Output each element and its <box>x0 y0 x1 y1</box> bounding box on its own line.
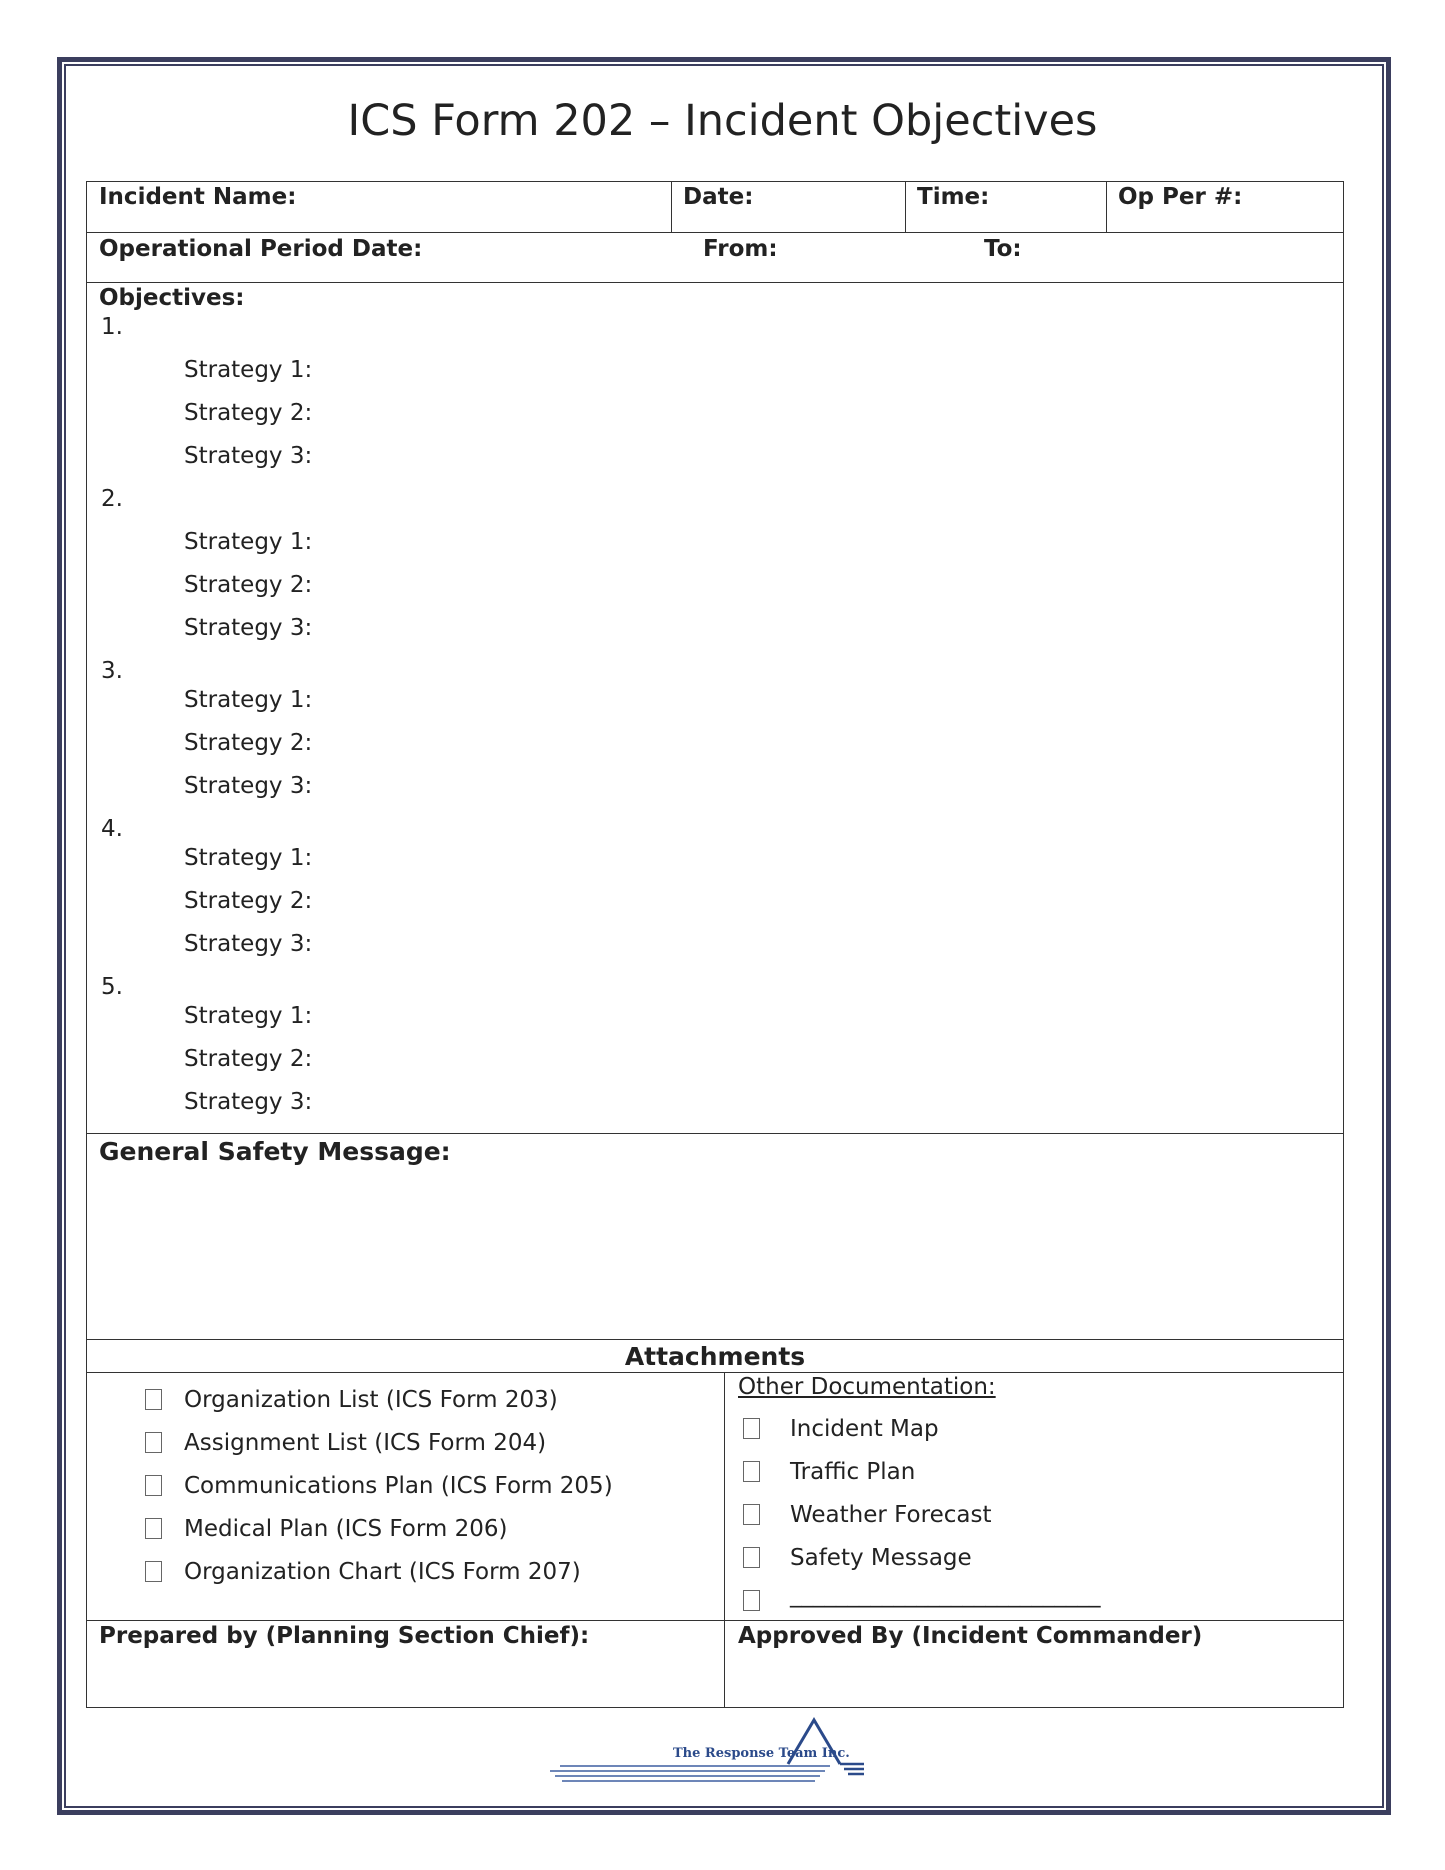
objective-number: 5. <box>101 974 123 1000</box>
objective-number: 4. <box>101 816 123 842</box>
logo-text: The Response Team Inc. <box>673 1746 850 1761</box>
operational-period-date-label: Operational Period Date: <box>99 236 423 262</box>
strategy-label: Strategy 2: <box>184 572 313 598</box>
divider <box>87 1133 1343 1134</box>
checkbox[interactable] <box>145 1432 162 1453</box>
strategy-label: Strategy 3: <box>184 443 313 469</box>
attachment-label: Medical Plan (ICS Form 206) <box>184 1516 508 1542</box>
checkbox[interactable] <box>145 1389 162 1410</box>
checkbox[interactable] <box>743 1461 760 1482</box>
strategy-label: Strategy 3: <box>184 1089 313 1115</box>
strategy-label: Strategy 2: <box>184 400 313 426</box>
attachment-label: Assignment List (ICS Form 204) <box>184 1430 547 1456</box>
strategy-label: Strategy 1: <box>184 529 313 555</box>
attachment-label: Safety Message <box>790 1545 972 1571</box>
attachment-label: Traffic Plan <box>790 1459 916 1485</box>
objective-number: 2. <box>101 486 123 512</box>
time-label: Time: <box>917 184 990 210</box>
divider <box>87 1372 1343 1373</box>
attachment-label: Organization Chart (ICS Form 207) <box>184 1559 581 1585</box>
divider <box>671 182 672 232</box>
attachment-label: Communications Plan (ICS Form 205) <box>184 1473 613 1499</box>
strategy-label: Strategy 1: <box>184 845 313 871</box>
strategy-label: Strategy 1: <box>184 1003 313 1029</box>
form-title: ICS Form 202 – Incident Objectives <box>347 96 1098 146</box>
ics-202-form <box>86 181 1344 1708</box>
divider <box>87 1620 1343 1621</box>
checkbox[interactable] <box>145 1561 162 1582</box>
objective-number: 3. <box>101 658 123 684</box>
strategy-label: Strategy 3: <box>184 615 313 641</box>
objectives-label: Objectives: <box>99 285 245 311</box>
divider <box>87 232 1343 233</box>
approved-by-label: Approved By (Incident Commander) <box>738 1623 1203 1649</box>
strategy-label: Strategy 3: <box>184 931 313 957</box>
attachment-label: Incident Map <box>790 1416 939 1442</box>
attachments-title: Attachments <box>624 1342 806 1371</box>
response-team-logo <box>550 1712 910 1787</box>
strategy-label: Strategy 2: <box>184 1046 313 1072</box>
checkbox[interactable] <box>145 1475 162 1496</box>
strategy-label: Strategy 1: <box>184 357 313 383</box>
from-label: From: <box>703 236 778 262</box>
checkbox[interactable] <box>145 1518 162 1539</box>
prepared-by-label: Prepared by (Planning Section Chief): <box>99 1623 590 1649</box>
blank-documentation-line[interactable]: ___________________________ <box>790 1582 1101 1608</box>
checkbox[interactable] <box>743 1590 760 1611</box>
divider <box>905 182 906 232</box>
divider <box>87 1339 1343 1340</box>
divider <box>724 1372 725 1708</box>
strategy-label: Strategy 3: <box>184 773 313 799</box>
checkbox[interactable] <box>743 1418 760 1439</box>
incident-name-label: Incident Name: <box>99 184 297 210</box>
date-label: Date: <box>683 184 754 210</box>
other-documentation-label: Other Documentation: <box>738 1374 996 1400</box>
general-safety-message-label: General Safety Message: <box>99 1137 451 1166</box>
checkbox[interactable] <box>743 1504 760 1525</box>
objective-number: 1. <box>101 314 123 340</box>
attachment-label: Weather Forecast <box>790 1502 992 1528</box>
to-label: To: <box>984 236 1022 262</box>
strategy-label: Strategy 2: <box>184 888 313 914</box>
divider <box>1106 182 1107 232</box>
strategy-label: Strategy 1: <box>184 687 313 713</box>
strategy-label: Strategy 2: <box>184 730 313 756</box>
op-per-label: Op Per #: <box>1118 184 1243 210</box>
divider <box>87 282 1343 283</box>
attachment-label: Organization List (ICS Form 203) <box>184 1387 558 1413</box>
checkbox[interactable] <box>743 1547 760 1568</box>
